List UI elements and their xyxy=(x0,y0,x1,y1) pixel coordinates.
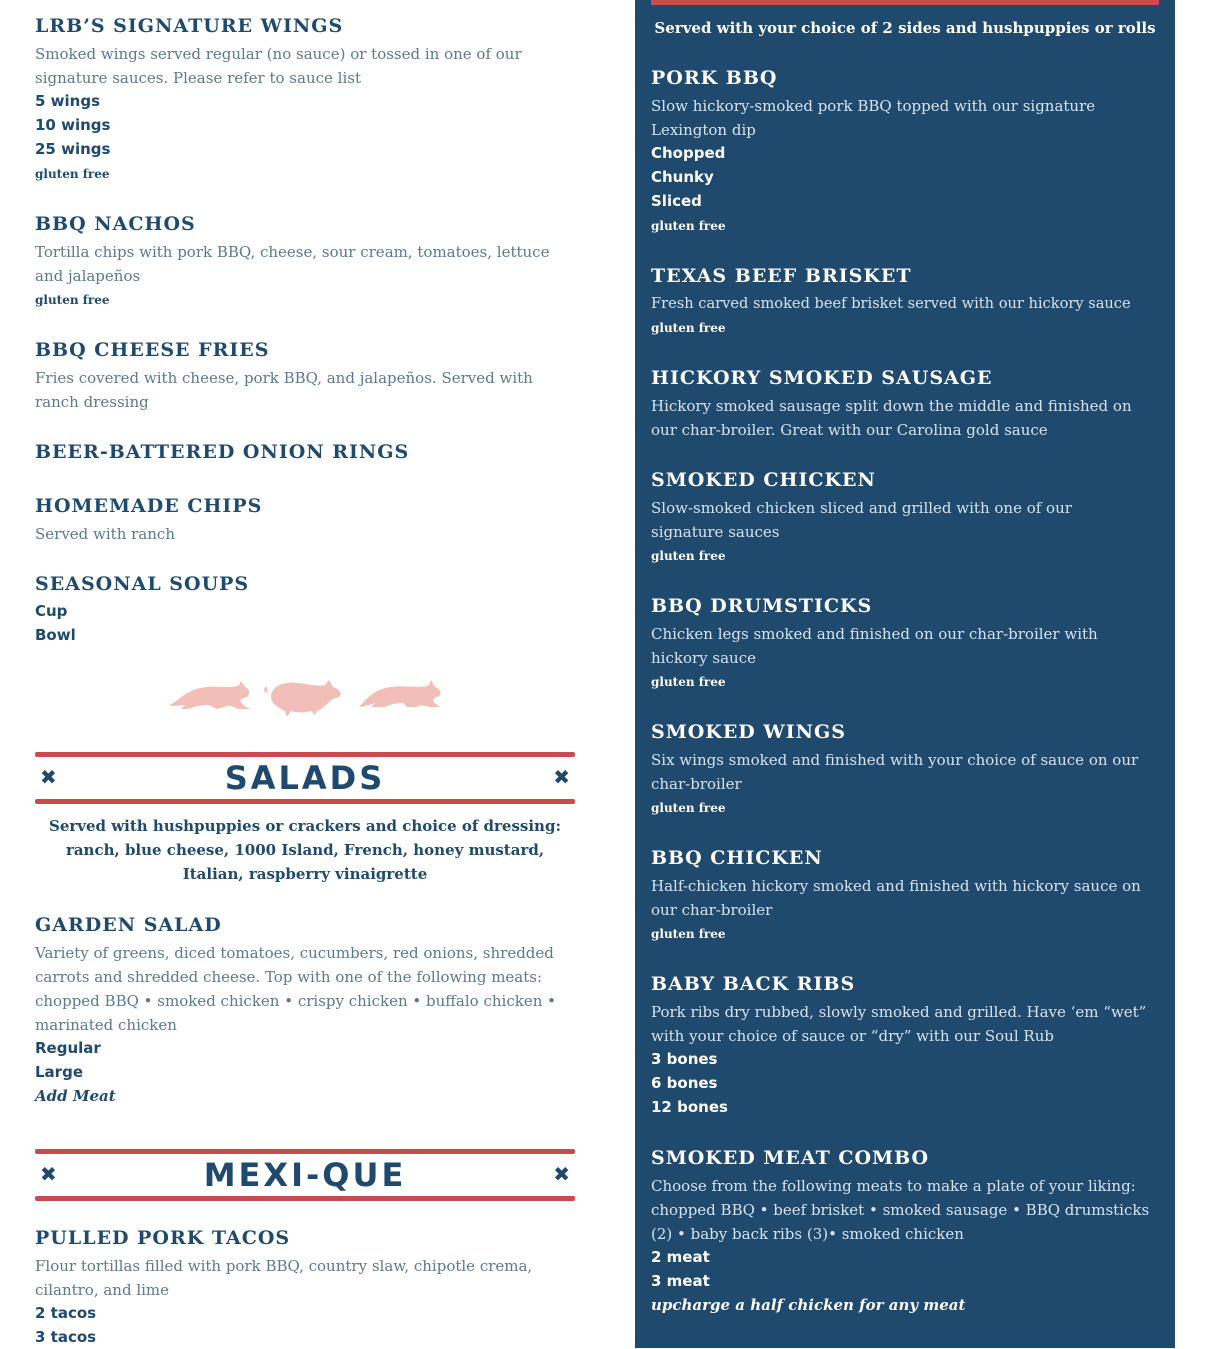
gluten-free-note: gluten free xyxy=(35,293,110,307)
item-option: 25 wings xyxy=(35,140,111,158)
item-title: SEASONAL SOUPS xyxy=(35,573,250,595)
item-title: BBQ CHICKEN xyxy=(651,847,823,869)
plates-served-note: Served with your choice of 2 sides and hushpuppies or rolls xyxy=(654,19,1156,37)
item-description: Flour tortillas filled with pork BBQ, country slaw, chipotle crema, cilantro, and lime xyxy=(35,1257,533,1299)
item-title: HOMEMADE CHIPS xyxy=(35,495,263,517)
item-description: Tortilla chips with pork BBQ, cheese, sour cream, tomatoes, lettuce and jalapeños xyxy=(35,243,550,285)
salads-served-note: Served with hushpuppies or crackers and choice of dressing: ranch, blue cheese, 1000 Island, French, honey mustard, Italian, raspberry vinaigrette xyxy=(49,817,561,883)
item-description: Choose from the following meats to make a plate of your liking: chopped BBQ • beef brisket • smoked sausage • BBQ drumsticks (2) • baby back ribs (3)• smoked chicken xyxy=(651,1177,1150,1243)
gluten-free-note: gluten free xyxy=(651,927,726,941)
item-option: 2 tacos xyxy=(35,1304,97,1322)
item-option: 3 meat xyxy=(651,1272,710,1290)
item-option: 3 bones xyxy=(651,1050,718,1068)
banner-top-rule xyxy=(35,1149,575,1154)
gluten-free-note: gluten free xyxy=(651,219,726,233)
right-column xyxy=(635,0,1175,1348)
item-option: Chopped xyxy=(651,144,726,162)
item-title: TEXAS BEEF BRISKET xyxy=(651,265,912,287)
item-option: Cup xyxy=(35,602,68,620)
banner-bottom-rule xyxy=(35,799,575,804)
gluten-free-note: gluten free xyxy=(35,167,110,181)
banner-top-rule xyxy=(35,752,575,757)
item-title: BBQ NACHOS xyxy=(35,213,196,235)
item-option: 5 wings xyxy=(35,92,101,110)
item-option: Sliced xyxy=(651,192,702,210)
gluten-free-note: gluten free xyxy=(651,549,726,563)
item-title: PULLED PORK TACOS xyxy=(35,1227,291,1249)
close-x-icon: ✖ xyxy=(40,1162,57,1186)
item-description: Variety of greens, diced tomatoes, cucumbers, red onions, shredded carrots and shredded cheese. Top with one of the following meats: chopped BBQ • smoked chicken • crispy chicken • buffalo chicken • marinated chicken xyxy=(35,944,556,1034)
item-description: Fresh carved smoked beef brisket served with our hickory sauce xyxy=(651,295,1131,312)
close-x-icon: ✖ xyxy=(553,1162,570,1186)
item-title: HICKORY SMOKED SAUSAGE xyxy=(651,367,993,389)
item-description: Slow hickory-smoked pork BBQ topped with our signature Lexington dip xyxy=(651,97,1096,139)
item-description: Six wings smoked and finished with your choice of sauce on our char-broiler xyxy=(651,751,1139,793)
item-addon: Add Meat xyxy=(35,1087,116,1105)
item-title: BABY BACK RIBS xyxy=(651,973,856,995)
item-option: Large xyxy=(35,1063,83,1081)
gluten-free-note: gluten free xyxy=(651,321,726,335)
item-option: Regular xyxy=(35,1039,101,1057)
item-description: Pork ribs dry rubbed, slowly smoked and grilled. Have ‘em “wet” with your choice of sauce or “dry” with our Soul Rub xyxy=(651,1003,1147,1045)
section-heading: SALADS xyxy=(224,759,386,797)
item-title: SMOKED MEAT COMBO xyxy=(651,1147,930,1169)
item-option: Chunky xyxy=(651,168,714,186)
item-option: 12 bones xyxy=(651,1098,728,1116)
close-x-icon: ✖ xyxy=(553,765,570,789)
section-banner-mexique xyxy=(35,1149,575,1201)
section-heading: MEXI-QUE xyxy=(203,1156,407,1194)
item-title: BEER-BATTERED ONION RINGS xyxy=(35,441,410,463)
item-description: Half-chicken hickory smoked and finished with hickory sauce on our char-broiler xyxy=(651,877,1141,919)
item-description: Fries covered with cheese, pork BBQ, and jalapeños. Served with ranch dressing xyxy=(35,369,533,411)
item-option: 6 bones xyxy=(651,1074,718,1092)
banner-bottom-rule xyxy=(35,1196,575,1201)
pig-decoration-icon xyxy=(167,675,443,717)
item-description: Hickory smoked sausage split down the middle and finished on our char-broiler. Great with our Carolina gold sauce xyxy=(651,397,1132,439)
item-description: Smoked wings served regular (no sauce) or tossed in one of our signature sauces. Please refer to sauce list xyxy=(35,45,522,87)
item-title: SMOKED WINGS xyxy=(651,721,846,743)
section-banner-salads xyxy=(35,752,575,804)
item-description: Slow-smoked chicken sliced and grilled with one of our signature sauces xyxy=(651,499,1072,541)
item-option: 2 meat xyxy=(651,1248,710,1266)
item-option: 3 tacos xyxy=(35,1328,97,1346)
top-accent-bar xyxy=(651,0,1159,5)
item-option: Bowl xyxy=(35,626,76,644)
item-title: BBQ DRUMSTICKS xyxy=(651,595,873,617)
item-addon: upcharge a half chicken for any meat xyxy=(651,1296,966,1314)
item-title: SMOKED CHICKEN xyxy=(651,469,876,491)
item-title: BBQ CHEESE FRIES xyxy=(35,339,270,361)
item-description: Served with ranch xyxy=(35,525,175,543)
close-x-icon: ✖ xyxy=(40,765,57,789)
item-title: PORK BBQ xyxy=(651,67,778,89)
item-description: Chicken legs smoked and finished on our char-broiler with hickory sauce xyxy=(651,625,1098,667)
gluten-free-note: gluten free xyxy=(651,801,726,815)
item-option: 10 wings xyxy=(35,116,111,134)
item-title: LRB’S SIGNATURE WINGS xyxy=(35,15,344,37)
item-title: GARDEN SALAD xyxy=(35,914,222,936)
gluten-free-note: gluten free xyxy=(651,675,726,689)
